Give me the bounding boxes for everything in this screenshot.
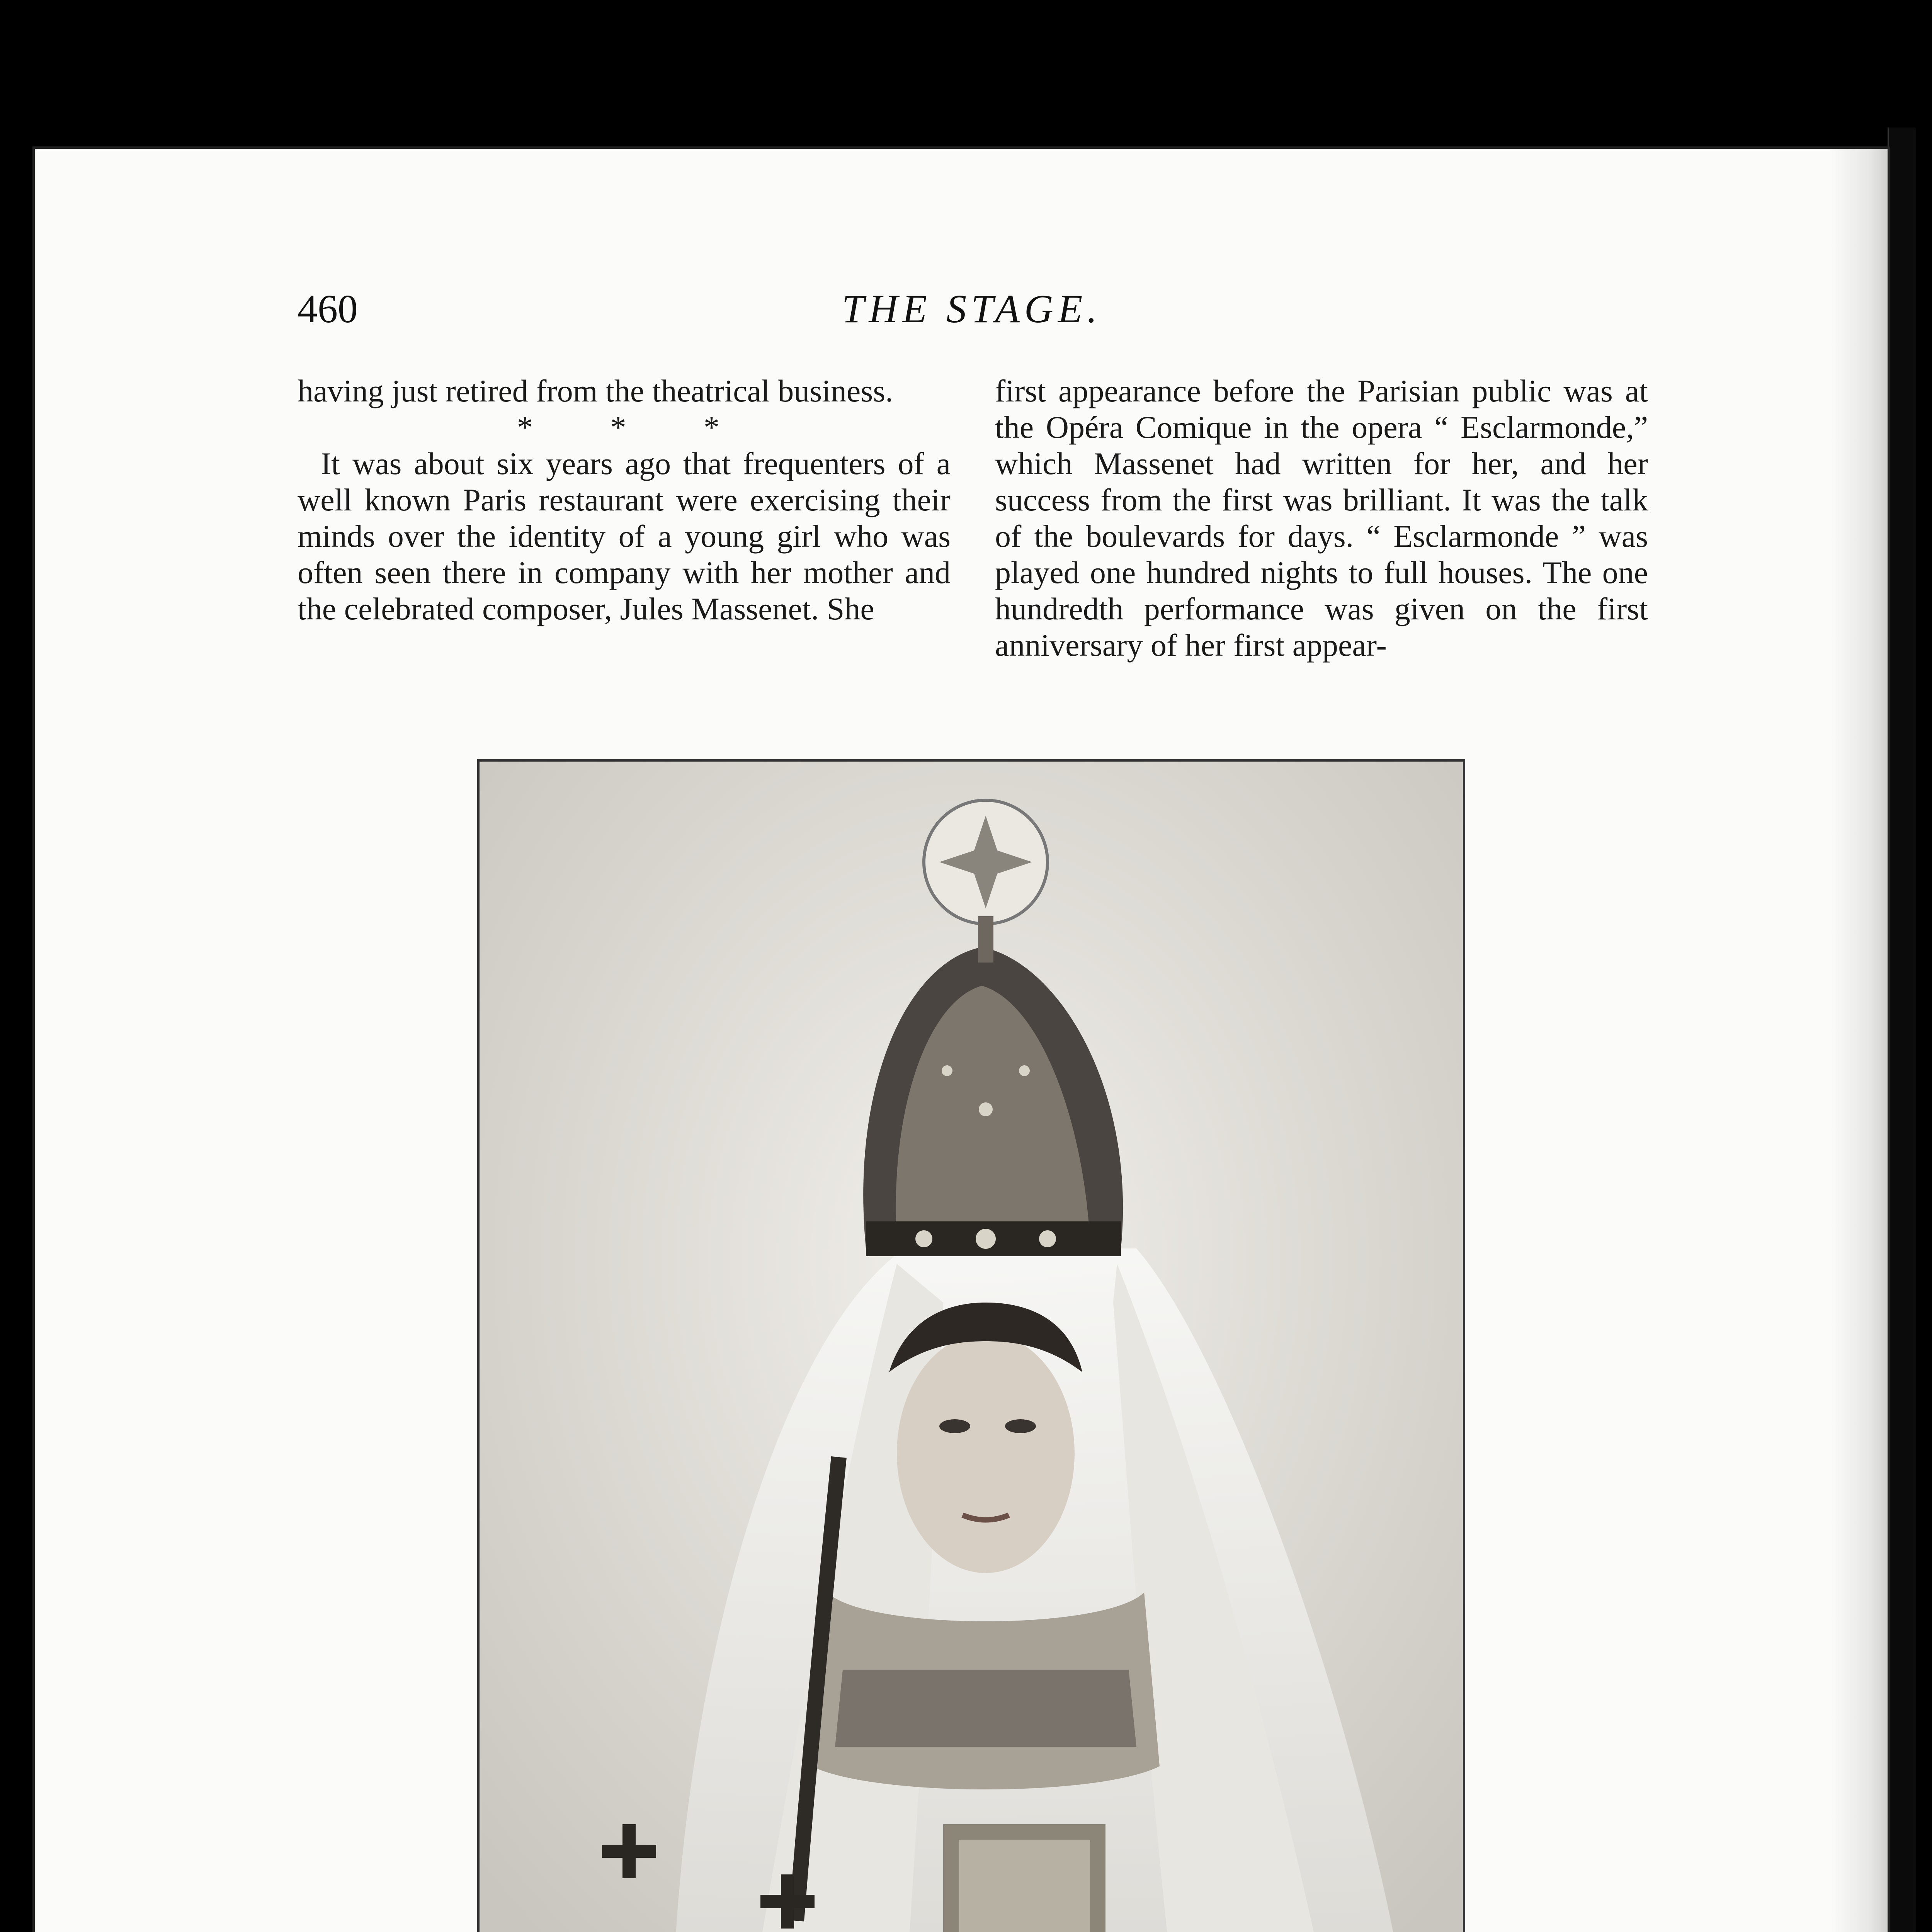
paragraph: It was about six years ago that frequenters of a well known Paris restaurant were exercising their minds over the identity of a young girl who was often seen there in company with her mother and the celebrated composer, Jules Massenet. She xyxy=(298,446,951,626)
portrait-photograph xyxy=(477,759,1465,1932)
book-spine xyxy=(1888,128,1916,1932)
page-edge-shadow xyxy=(1832,149,1888,1932)
section-separator: * * * xyxy=(517,410,754,445)
column-top-left xyxy=(298,373,951,627)
running-title: THE STAGE. xyxy=(842,287,1102,331)
page-header xyxy=(298,286,1646,344)
paragraph: having just retired from the theatrical business. xyxy=(298,373,893,408)
page-number: 460 xyxy=(298,287,358,331)
column-top-right xyxy=(995,373,1648,663)
portrait-image xyxy=(480,762,1463,1932)
paragraph: first appearance before the Parisian public was at the Opéra Comique in the opera “ Esclarmonde,” which Massenet had written for her, and her success from the first was brilliant. It was the talk of the boulevards for days. “ Esclarmonde ” was played one hundred nights to full houses. The one hundredth performance was given on the first anniversary of her first appear- xyxy=(995,373,1648,663)
